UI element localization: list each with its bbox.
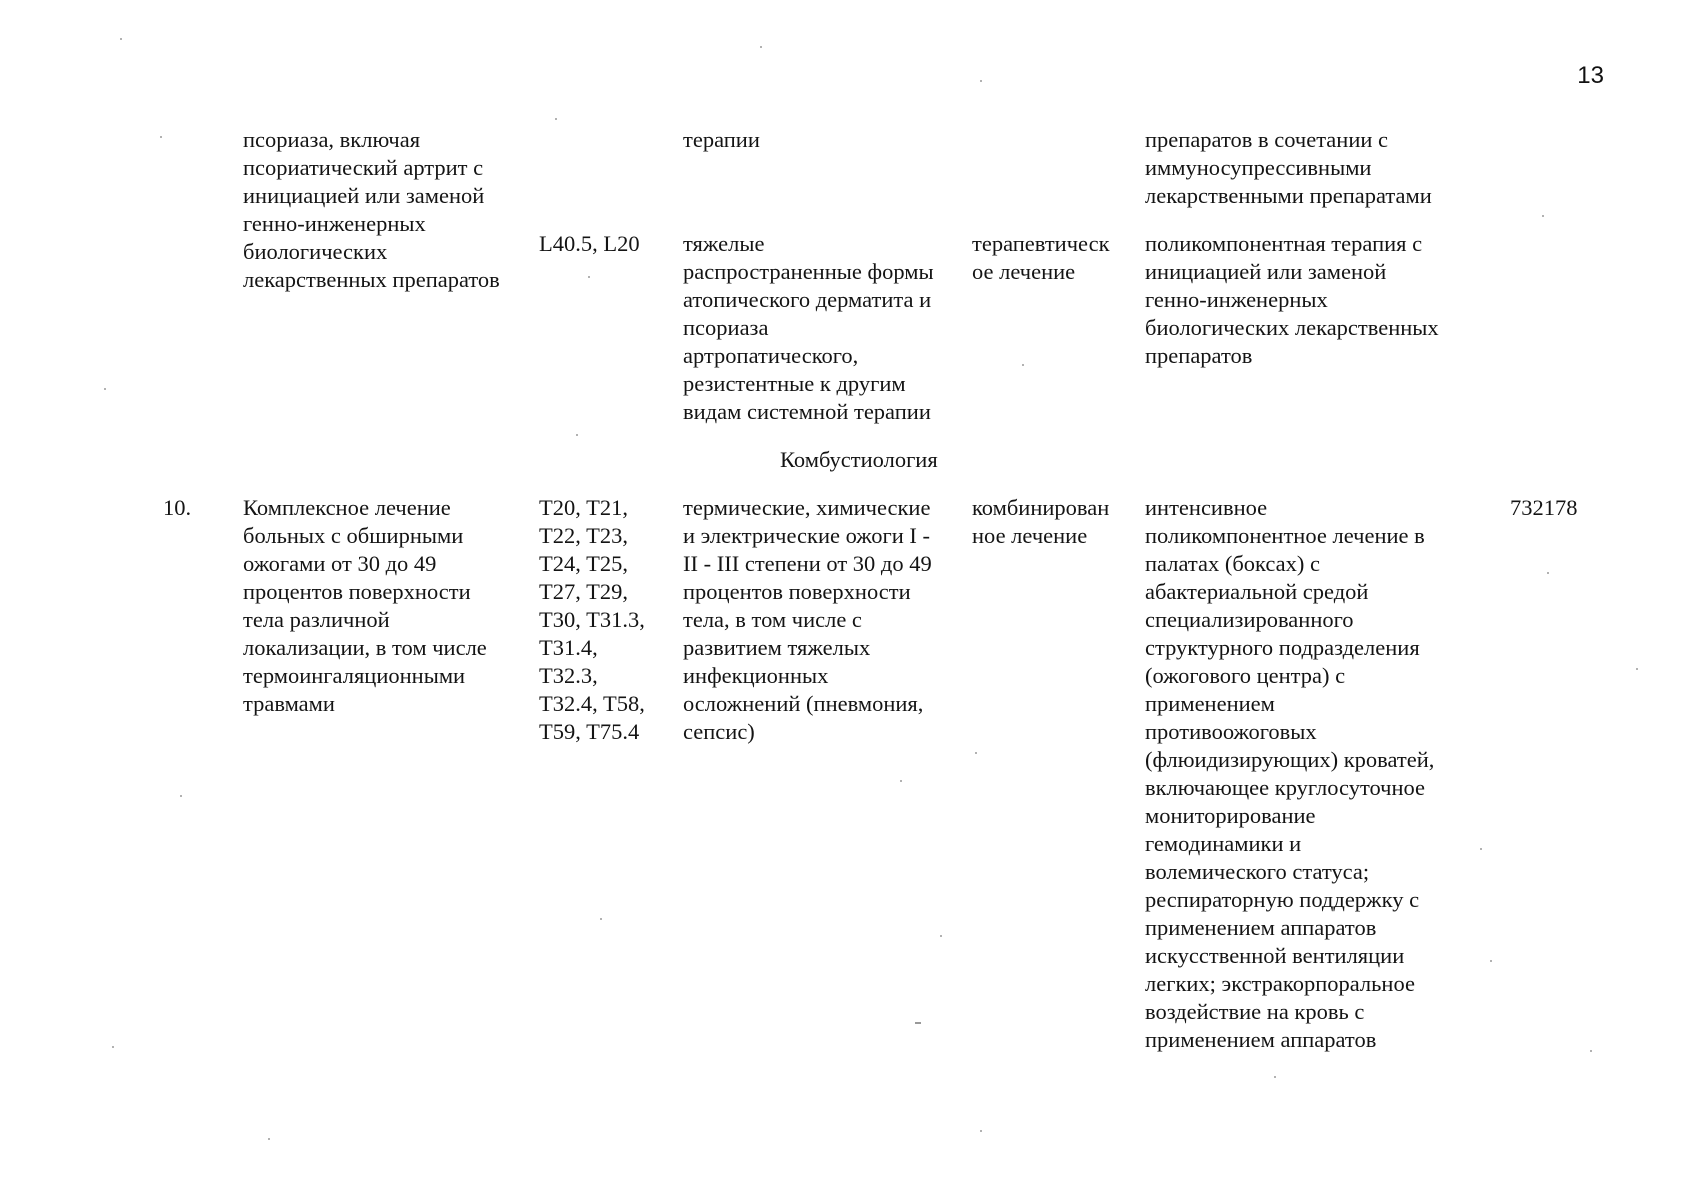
scan-speck [975,752,977,754]
scan-speck [760,46,762,48]
scan-speck [980,1130,982,1132]
continued-row-treatment-type: терапевтическ ое лечение [972,231,1110,284]
scan-speck [1590,1050,1592,1052]
scan-speck [180,795,182,797]
scan-speck [940,935,942,937]
scan-speck [1480,848,1482,850]
scan-speck [1274,1076,1276,1078]
continued-row-method-part2: поликомпонентная терапия с инициацией или заменой генно-инженерных биологических лекарственных препаратов [1145,231,1439,368]
row-10-number: 10. [163,495,192,520]
row-10-method: интенсивное поликомпонентное лечение в палатах (боксах) с абактериальной средой специализированного структурного подразделения (ожогового центра) с применением противоожоговых (флюидизирующих) кроватей, включающее круглосуточное мониторирование гемодинамики и волемического статуса; респираторную поддержку с применением аппаратов искусственной вентиляции легких; экстракорпоральное воздействие на кровь с применением аппаратов [1145,495,1435,1052]
scan-speck [980,80,982,82]
continued-row-name: псориаза, включая псориатический артрит с инициацией или заменой генно-инженерных биологических лекарственных препаратов [243,127,500,292]
scan-speck [268,1138,270,1140]
continued-row-model-part1: терапии [683,127,760,152]
scan-speck [120,38,122,40]
scan-speck [915,1022,921,1024]
page-number: 13 [1577,62,1604,89]
scan-speck [1636,668,1638,670]
section-title: Комбустиология [780,447,938,472]
scan-speck [1022,364,1024,366]
continued-row-model-part2: тяжелые распространенные формы атопического дерматита и псориаза артропатического, резистентные к другим видам системной терапии [683,231,934,424]
continued-row-codes: L40.5, L20 [539,231,640,256]
scan-speck [1490,960,1492,962]
row-10-name: Комплексное лечение больных с обширными ожогами от 30 до 49 процентов поверхности тела различной локализации, в том числе термоингаляционными травмами [243,495,487,716]
scan-speck [600,918,602,920]
row-10-codes: T20, T21, T22, T23, T24, T25, T27, T29, T30, T31.3, T31.4, T32.3, T32.4, T58, T59, T75.4 [539,495,645,744]
scan-speck [1542,215,1544,217]
row-10-treatment-type: комбинирован ное лечение [972,495,1110,548]
scan-speck [576,434,578,436]
scan-speck [104,388,106,390]
scan-speck [555,118,557,120]
scan-speck [900,780,902,782]
scan-speck [588,276,590,278]
scan-speck [112,1046,114,1048]
continued-row-method-part1: препаратов в сочетании с иммуносупрессивными лекарственными препаратами [1145,127,1432,208]
scan-speck [1547,572,1549,574]
row-10-model: термические, химические и электрические ожоги I - II - III степени от 30 до 49 процентов поверхности тела, в том числе с развитием тяжелых инфекционных осложнений (пневмония, сепсис) [683,495,932,744]
row-10-cost: 732178 [1510,495,1578,520]
scan-speck [160,136,162,138]
